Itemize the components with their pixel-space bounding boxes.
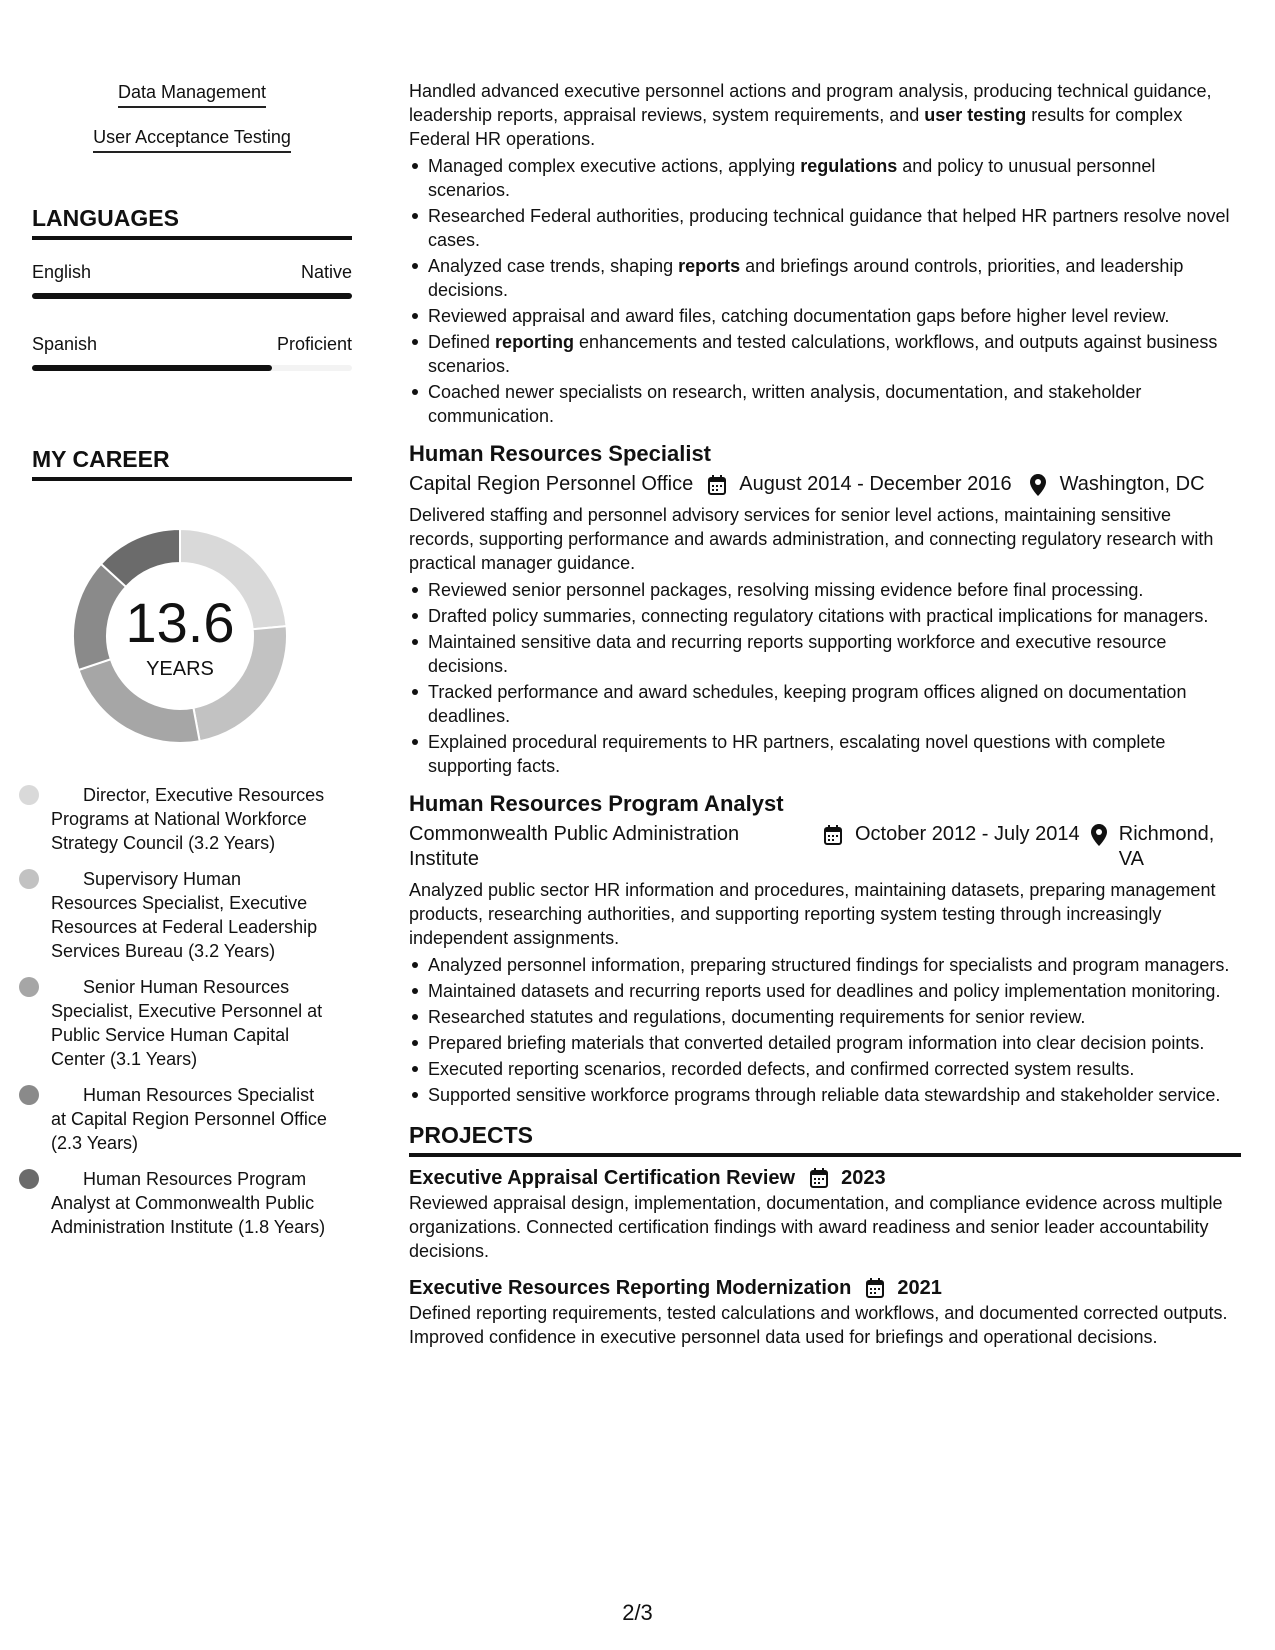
legend-dot xyxy=(19,869,39,889)
skill-tag: Data Management xyxy=(118,80,266,108)
language-name: Spanish xyxy=(32,334,98,354)
bullet-item: Maintained sensitive data and recurring reports supporting workforce and executive resource decisions. xyxy=(409,630,1241,678)
career-legend-item xyxy=(51,1167,332,1239)
project-title-row xyxy=(409,1165,1241,1191)
project-title: Executive Appraisal Certification Review xyxy=(409,1167,796,1189)
job-dates xyxy=(821,822,1080,847)
bullet-item: Researched statutes and regulations, documenting requirements for senior review. xyxy=(409,1005,1241,1029)
language-item xyxy=(32,261,352,299)
bullet-item: Analyzed personnel information, preparing structured findings for specialists and program managers. xyxy=(409,953,1241,977)
job-entry xyxy=(409,790,1241,1107)
map-pin-icon xyxy=(1090,822,1109,847)
legend-dot xyxy=(19,1169,39,1189)
bullet-item: Executed reporting scenarios, recorded defects, and confirmed corrected system results. xyxy=(409,1057,1241,1081)
calendar-icon xyxy=(821,822,845,847)
job-summary: Delivered staffing and personnel advisory services for senior level actions, maintaining sensitive records, supporting performance and awards administration, and connecting regulatory research with practical manager guidance. xyxy=(409,505,1214,573)
calendar-icon xyxy=(807,1166,831,1191)
job-bullets xyxy=(409,953,1241,1107)
bullet-item: Reviewed appraisal and award files, catching documentation gaps before higher level review. xyxy=(409,304,1241,328)
job-dates xyxy=(705,472,1011,497)
project-year: 2023 xyxy=(841,1167,886,1189)
career-legend-text: Human Resources Specialist at Capital Region Personnel Office (2.3 Years) xyxy=(51,1085,327,1153)
career-legend-item xyxy=(51,1083,332,1155)
calendar-icon xyxy=(705,472,729,497)
project-title: Executive Resources Reporting Modernization xyxy=(409,1277,852,1299)
languages-heading: LANGUAGES xyxy=(32,204,352,240)
career-legend-text: Senior Human Resources Specialist, Executive Personnel at Public Service Human Capital Center (3.1 Years) xyxy=(51,977,323,1069)
language-name: English xyxy=(32,262,92,282)
career-heading: MY CAREER xyxy=(32,445,352,481)
job-location xyxy=(1026,472,1205,497)
career-legend-text: Supervisory Human Resources Specialist, Executive Resources at Federal Leadership Services Bureau (3.2 Years) xyxy=(51,869,318,961)
job-bullets xyxy=(409,154,1241,428)
bullet-item: Drafted policy summaries, connecting regulatory citations with practical implications for managers. xyxy=(409,604,1241,628)
job-summary: Handled advanced executive personnel actions and program analysis, producing technical guidance, leadership reports, appraisal reviews, system requirements, and user testing results for complex Federal HR operations. xyxy=(409,81,1212,149)
language-level: Native xyxy=(300,262,352,282)
job-organization: Capital Region Personnel Office xyxy=(409,473,694,495)
legend-dot xyxy=(19,785,39,805)
career-legend-item xyxy=(51,975,332,1071)
bullet-item: Maintained datasets and recurring reports used for deadlines and policy implementation monitoring. xyxy=(409,979,1241,1003)
bullet-item: Researched Federal authorities, producing technical guidance that helped HR partners resolve novel cases. xyxy=(409,204,1241,252)
bullet-item: Tracked performance and award schedules, keeping program offices aligned on documentation deadlines. xyxy=(409,680,1241,728)
language-item xyxy=(32,333,352,371)
language-bar xyxy=(32,293,352,299)
job-bullets xyxy=(409,578,1241,778)
language-bar xyxy=(32,365,352,371)
project-entry xyxy=(409,1275,1241,1349)
project-year: 2021 xyxy=(897,1277,942,1299)
job-entry xyxy=(409,440,1241,778)
total-years-label: YEARS xyxy=(146,658,214,680)
job-meta xyxy=(409,822,1241,872)
job-title: Human Resources Specialist xyxy=(409,441,712,466)
project-title-row xyxy=(409,1275,1241,1301)
bullet-item: Reviewed senior personnel packages, resolving missing evidence before final processing. xyxy=(409,578,1241,602)
legend-dot xyxy=(19,1085,39,1105)
career-legend-item xyxy=(51,867,332,963)
bullet-item: Prepared briefing materials that converted detailed program information into clear decision points. xyxy=(409,1031,1241,1055)
job-location-text: Richmond, VA xyxy=(1118,823,1215,870)
job-meta xyxy=(409,472,1241,497)
bullet-item: Supported sensitive workforce programs through reliable data stewardship and stakeholder service. xyxy=(409,1083,1241,1107)
job-title: Human Resources Program Analyst xyxy=(409,791,784,816)
language-bar-fill xyxy=(32,365,272,371)
page-number: 2/3 xyxy=(622,1600,653,1625)
total-years-value: 13.6 xyxy=(125,591,235,654)
job-dates-text: October 2012 - July 2014 xyxy=(855,823,1080,845)
job-organization: Commonwealth Public Administration Institute xyxy=(409,823,740,870)
projects-heading: PROJECTS xyxy=(409,1121,1241,1157)
legend-dot xyxy=(19,977,39,997)
language-bar-fill xyxy=(32,293,352,299)
languages-list xyxy=(32,261,352,371)
job-location xyxy=(1090,822,1220,872)
project-description: Reviewed appraisal design, implementation, documentation, and compliance evidence across multiple organizations. Connected certification findings with award readiness and senior leader accountability decisions. xyxy=(409,1193,1223,1261)
job-summary: Analyzed public sector HR information and procedures, maintaining datasets, preparing management products, researching authorities, and supporting reporting system testing through increasingly independent assignments. xyxy=(409,880,1216,948)
career-legend-text: Human Resources Program Analyst at Commonwealth Public Administration Institute (1.8 Years) xyxy=(51,1169,326,1237)
left-column xyxy=(32,80,352,1239)
calendar-icon xyxy=(863,1276,887,1301)
project-description: Defined reporting requirements, tested calculations and workflows, and documented corrected outputs. Improved confidence in executive personnel data used for briefings and operational decisions. xyxy=(409,1303,1228,1347)
career-legend-item xyxy=(51,783,332,855)
bullet-item: Coached newer specialists on research, written analysis, documentation, and stakeholder communication. xyxy=(409,380,1241,428)
career-donut-chart xyxy=(67,523,293,749)
right-column xyxy=(409,79,1241,1349)
language-level: Proficient xyxy=(276,334,352,354)
job-dates-text: August 2014 - December 2016 xyxy=(739,473,1012,495)
bullet-item: Defined reporting enhancements and tested calculations, workflows, and outputs against business scenarios. xyxy=(409,330,1241,378)
skill-tag: User Acceptance Testing xyxy=(93,125,291,153)
career-legend-text: Director, Executive Resources Programs at National Workforce Strategy Council (3.2 Years) xyxy=(51,785,325,853)
job-location-text: Washington, DC xyxy=(1059,473,1205,495)
career-legend xyxy=(32,783,332,1239)
project-entry xyxy=(409,1165,1241,1263)
bullet-item: Explained procedural requirements to HR partners, escalating novel questions with complete supporting facts. xyxy=(409,730,1241,778)
bullet-item: Analyzed case trends, shaping reports and briefings around controls, priorities, and leadership decisions. xyxy=(409,254,1241,302)
map-pin-icon xyxy=(1026,472,1050,497)
bullet-item: Managed complex executive actions, applying regulations and policy to unusual personnel scenarios. xyxy=(409,154,1241,202)
